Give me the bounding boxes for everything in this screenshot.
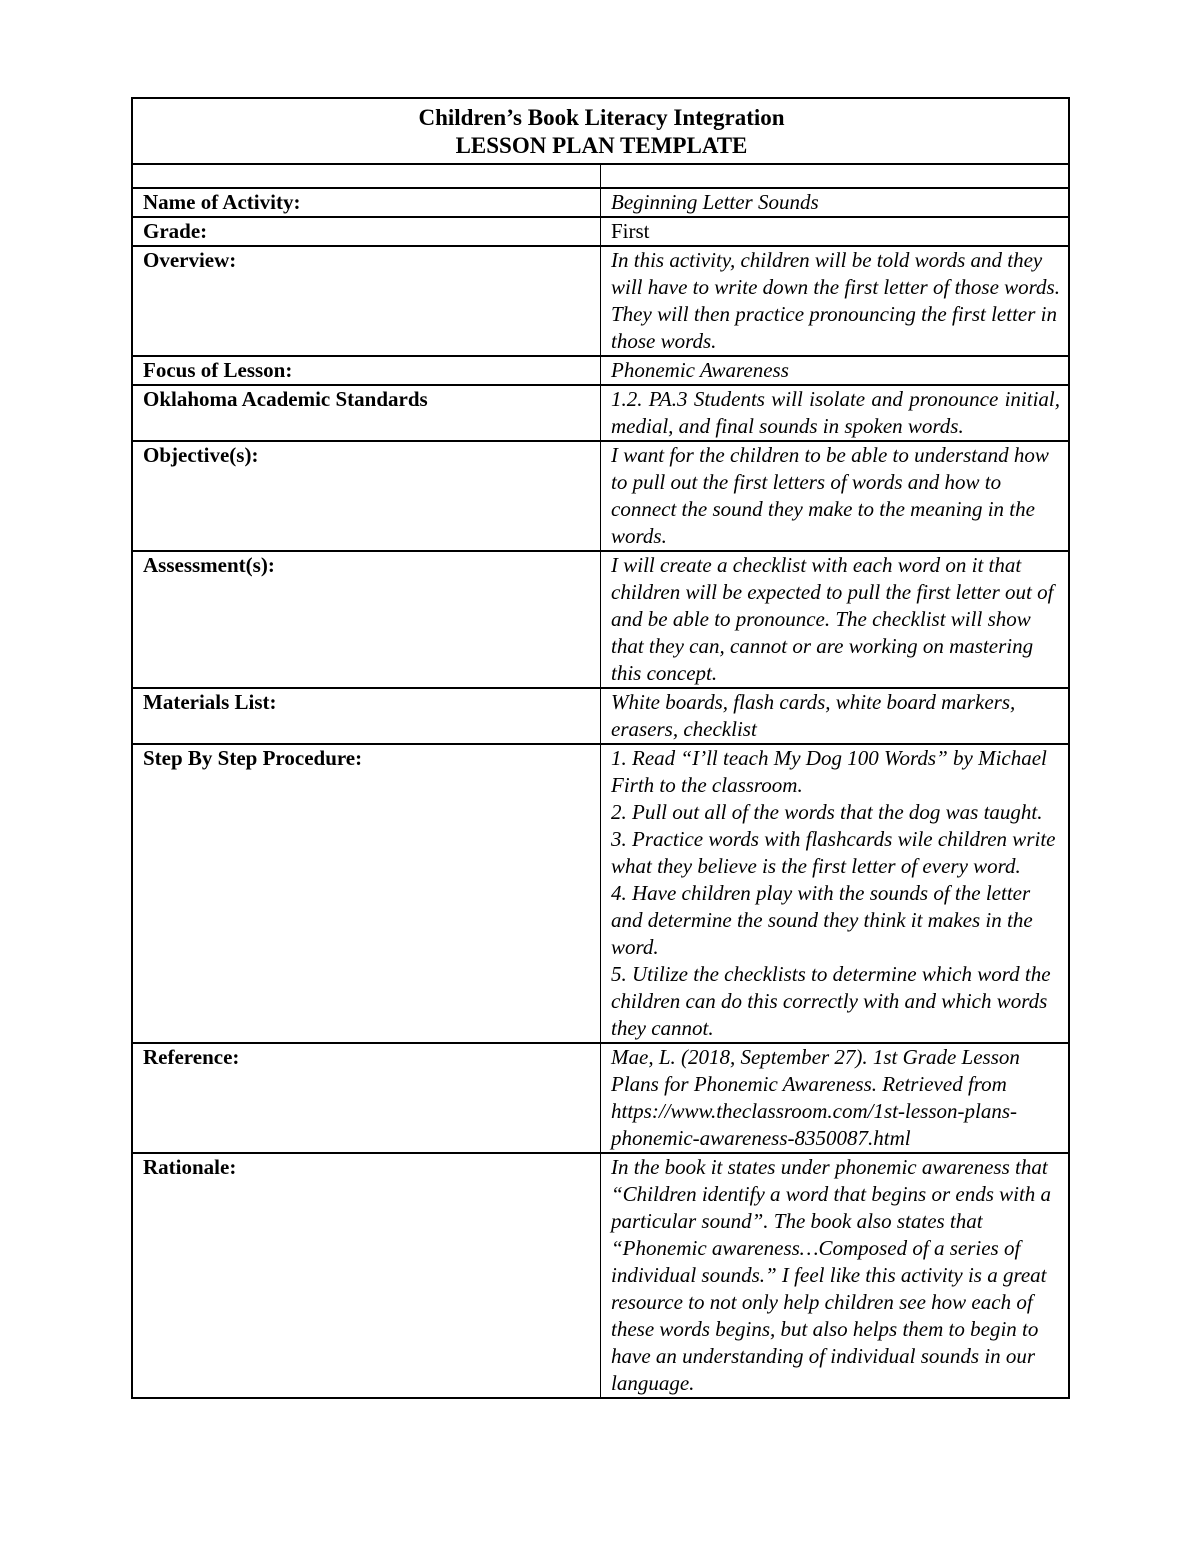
label-overview: Overview: — [132, 246, 601, 356]
title-cell — [132, 98, 1069, 164]
label-grade: Grade: — [132, 217, 601, 246]
label-standards: Oklahoma Academic Standards — [132, 385, 601, 441]
lesson-plan-table — [131, 97, 1070, 1399]
value-assessments: I will create a checklist with each word on it that children will be expected to pull the first letter out of and be able to pronounce. The checklist will show that they can, cannot or are working on mastering this concept. — [601, 551, 1070, 688]
label-assessments: Assessment(s): — [132, 551, 601, 688]
value-overview: In this activity, children will be told words and they will have to write down the first letter of those words. They will then practice pronouncing the first letter in those words. — [601, 246, 1070, 356]
document-title: Children’s Book Literacy Integration — [418, 105, 785, 130]
row-overview — [132, 246, 1069, 356]
row-objectives — [132, 441, 1069, 551]
row-grade — [132, 217, 1069, 246]
value-objectives: I want for the children to be able to understand how to pull out the first letters of words and how to connect the sound they make to the meaning in the words. — [601, 441, 1070, 551]
label-procedure: Step By Step Procedure: — [132, 744, 601, 1043]
value-name-of-activity: Beginning Letter Sounds — [601, 188, 1070, 217]
label-focus: Focus of Lesson: — [132, 356, 601, 385]
value-standards: 1.2. PA.3 Students will isolate and pronounce initial, medial, and final sounds in spoken words. — [601, 385, 1070, 441]
value-materials: White boards, flash cards, white board markers, erasers, checklist — [601, 688, 1070, 744]
row-rationale — [132, 1153, 1069, 1398]
row-materials — [132, 688, 1069, 744]
procedure-step: 3. Practice words with flashcards wile children write what they believe is the first letter of every word. — [611, 827, 1056, 878]
row-name-of-activity — [132, 188, 1069, 217]
row-procedure — [132, 744, 1069, 1043]
procedure-step: 2. Pull out all of the words that the dog was taught. — [611, 800, 1043, 824]
procedure-step: 4. Have children play with the sounds of the letter and determine the sound they think it makes in the word. — [611, 881, 1033, 959]
document-subtitle: LESSON PLAN TEMPLATE — [455, 133, 748, 158]
value-rationale: In the book it states under phonemic awareness that “Children identify a word that begins or ends with a particular sound”. The book also states that “Phonemic awareness…Composed of a series of individual sounds.” I feel like this activity is a great resource to not only help children see how each of these words begins, but also helps them to begin to have an understanding of individual sounds in our language. — [601, 1153, 1070, 1398]
blank-label-cell — [132, 164, 601, 188]
value-focus: Phonemic Awareness — [601, 356, 1070, 385]
label-materials: Materials List: — [132, 688, 601, 744]
title-row — [132, 98, 1069, 164]
value-grade: First — [601, 217, 1070, 246]
label-rationale: Rationale: — [132, 1153, 601, 1398]
procedure-steps — [601, 744, 1070, 1043]
row-standards — [132, 385, 1069, 441]
row-assessments — [132, 551, 1069, 688]
row-focus — [132, 356, 1069, 385]
row-reference — [132, 1043, 1069, 1153]
label-reference: Reference: — [132, 1043, 601, 1153]
procedure-step: 5. Utilize the checklists to determine which word the children can do this correctly with and which words they cannot. — [611, 962, 1051, 1040]
label-name-of-activity: Name of Activity: — [132, 188, 601, 217]
blank-value-cell — [601, 164, 1070, 188]
label-objectives: Objective(s): — [132, 441, 601, 551]
value-reference: Mae, L. (2018, September 27). 1st Grade Lesson Plans for Phonemic Awareness. Retrieved from https://www.theclassroom.com/1st-lesson-plans-phonemic-awareness-8350087.html — [601, 1043, 1070, 1153]
procedure-step: 1. Read “I’ll teach My Dog 100 Words” by Michael Firth to the classroom. — [611, 746, 1047, 797]
blank-row — [132, 164, 1069, 188]
